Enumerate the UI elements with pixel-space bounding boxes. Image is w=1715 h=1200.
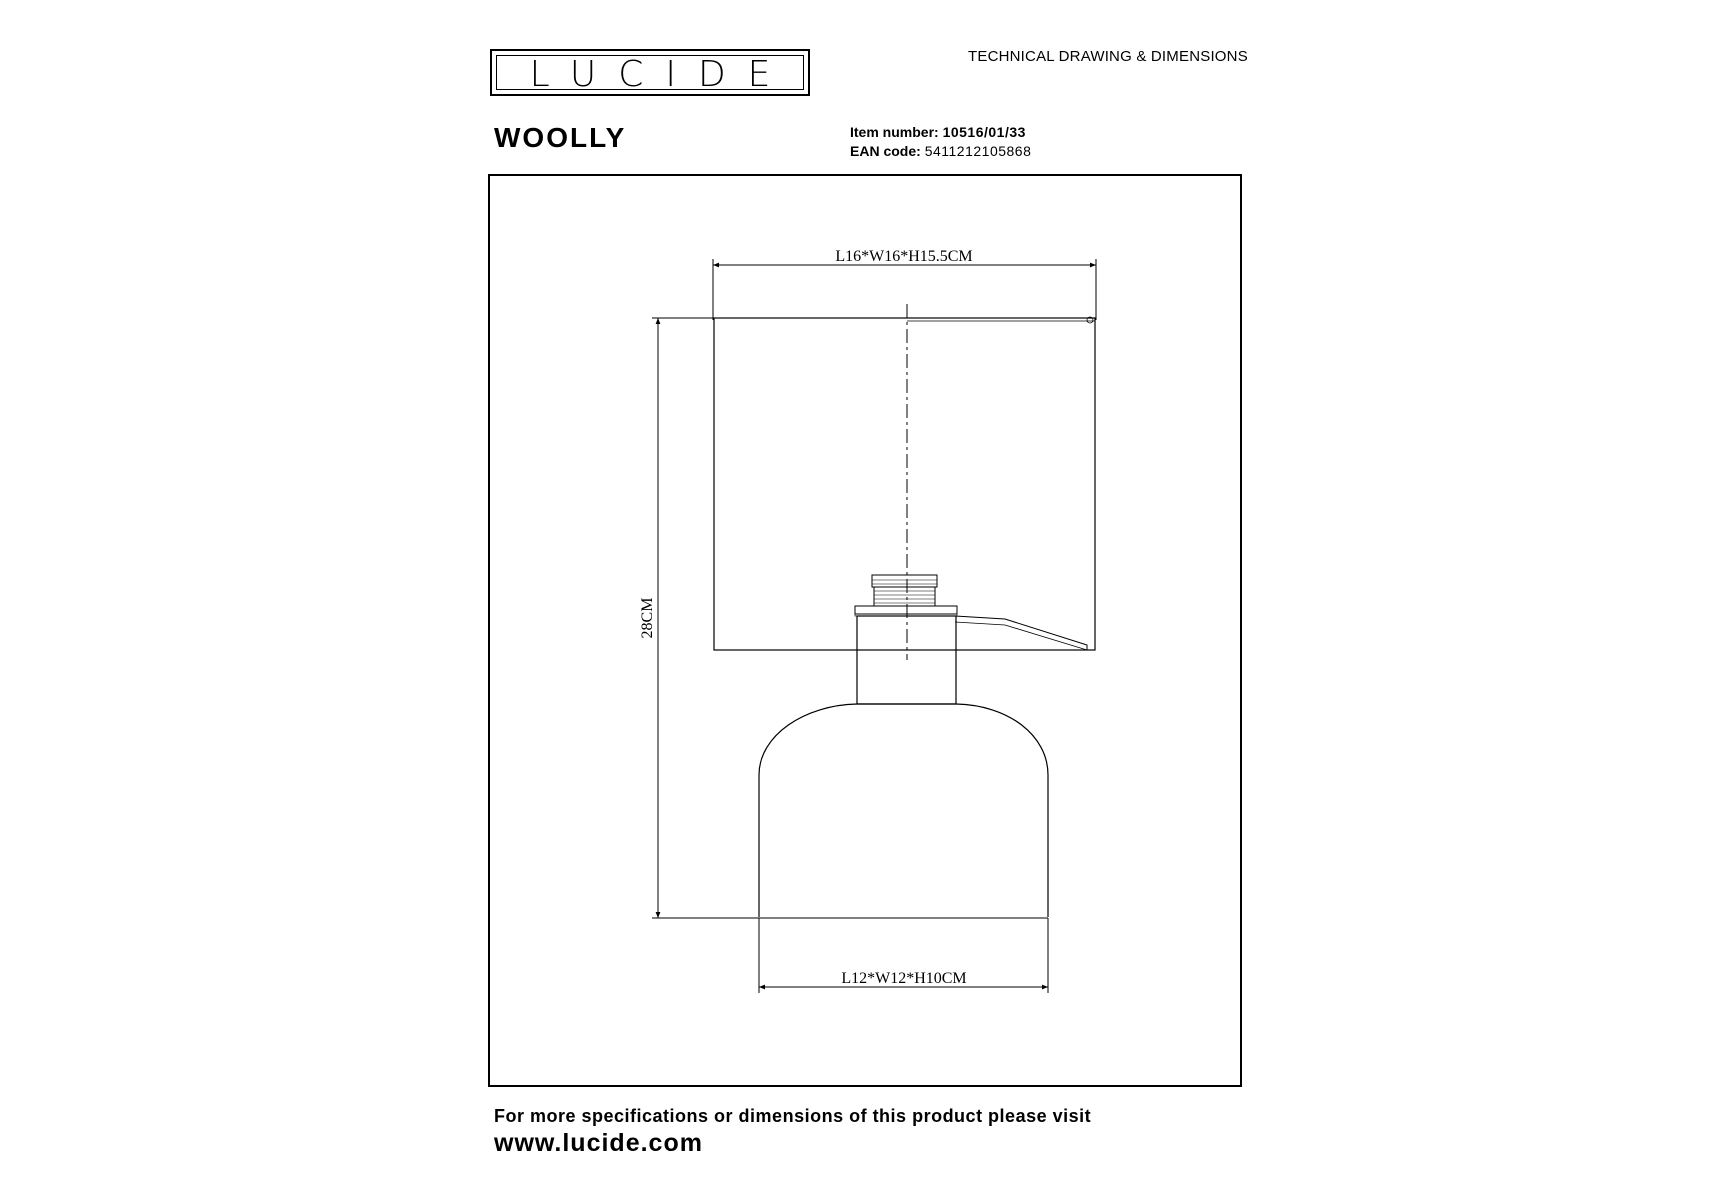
item-number-value: 10516/01/33	[942, 124, 1026, 140]
document-title: TECHNICAL DRAWING & DIMENSIONS	[968, 48, 1248, 65]
shade-dimension-label: L16*W16*H15.5CM	[835, 248, 973, 265]
ean-value: 5411212105868	[924, 143, 1032, 159]
item-number-label: Item number:	[850, 124, 939, 140]
footer-note: For more specifications or dimensions of this product please visit	[494, 1106, 1092, 1126]
height-dimension-label: 28CM	[639, 597, 656, 639]
socket-top	[872, 575, 937, 587]
lamp-base	[759, 704, 1048, 917]
logo-wordmark: LUCIDE	[529, 54, 793, 95]
ean-label: EAN code:	[850, 143, 921, 159]
footer-url[interactable]: www.lucide.com	[494, 1129, 703, 1157]
lamp-shade	[714, 318, 1095, 650]
base-dimension-label: L12*W12*H10CM	[841, 970, 967, 987]
product-name: WOOLLY	[494, 122, 627, 153]
socket-ring	[855, 606, 957, 614]
support-arm	[955, 616, 1087, 650]
